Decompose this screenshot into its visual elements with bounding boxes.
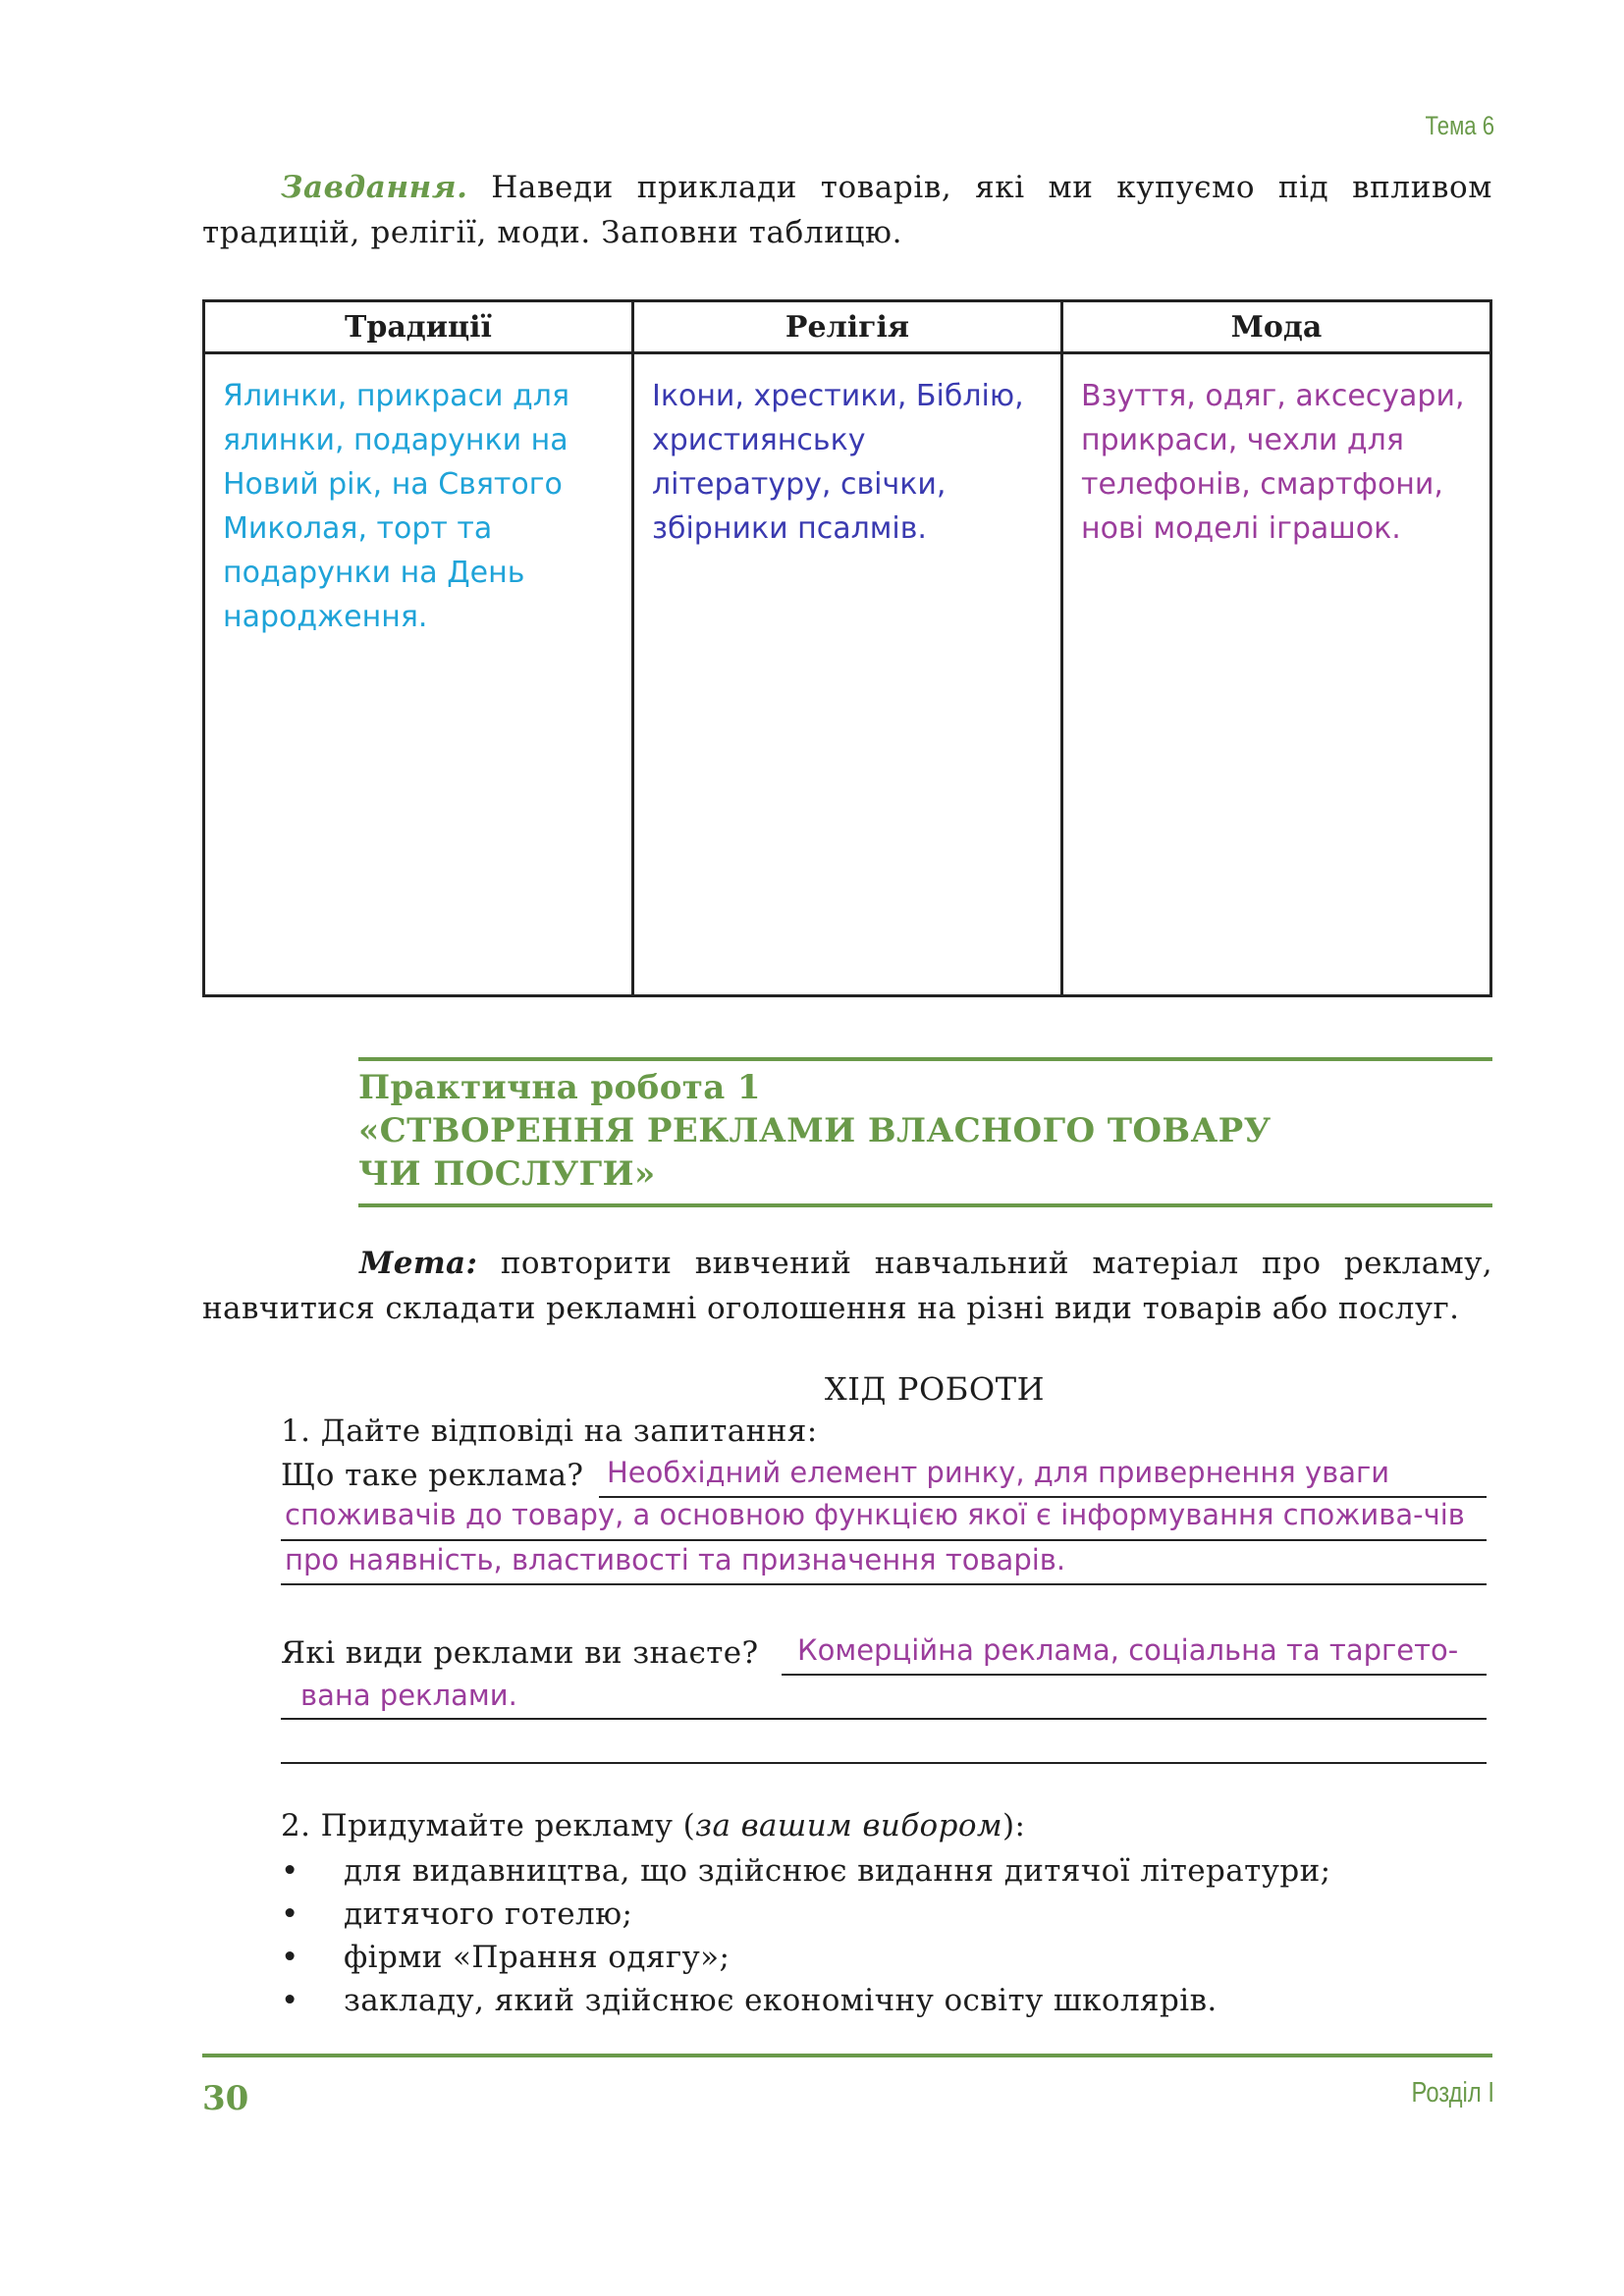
list-item: • для видавництва, що здійснює видання дитячої літератури; xyxy=(281,1849,1330,1893)
answer-1-line-3: про наявність, властивості та призначення товарів. xyxy=(285,1543,1066,1576)
title-bottom-rule xyxy=(358,1203,1492,1207)
footer-rule xyxy=(202,2054,1492,2057)
goods-table xyxy=(202,299,1492,997)
answer-1-line-1: Необхідний елемент ринку, для привернення уваги xyxy=(607,1456,1390,1489)
title-top-rule xyxy=(358,1057,1492,1061)
question-what-is-ad: Що таке реклама? xyxy=(281,1458,584,1493)
answer-line xyxy=(281,1762,1487,1764)
goal-paragraph xyxy=(202,1241,1492,1331)
list-item: • фірми «Прання одягу»; xyxy=(281,1936,1330,1979)
practical-work-title xyxy=(358,1066,1272,1196)
ad-options-list xyxy=(281,1849,1330,2022)
goal-label: Мета: xyxy=(359,1246,478,1281)
answer-1-line-2: споживачів до товару, а основною функцією якої є інформування спожива-чів xyxy=(285,1498,1465,1531)
task-2-line xyxy=(281,1808,1025,1843)
table-row xyxy=(204,353,1491,996)
answer-line xyxy=(281,1583,1487,1585)
procedure-heading-text: ХІД РОБОТИ xyxy=(824,1370,1046,1408)
answer-2-line-2: вана реклами. xyxy=(300,1679,517,1712)
answer-line xyxy=(782,1674,1487,1676)
column-header-traditions: Традиції xyxy=(204,301,633,353)
topic-label: Тема 6 xyxy=(1425,111,1494,140)
task-label: Завдання. xyxy=(281,170,468,205)
task-2-italic: за вашим вибором xyxy=(695,1808,1003,1843)
goal-text: повторити вивчений навчальний матеріал про рекламу, навчитися складати рекламні оголошення на різні види товарів або послуг. xyxy=(202,1246,1492,1326)
answer-2-line-1: Комерційна реклама, соціальна та таргето- xyxy=(797,1633,1459,1667)
cell-religion: Ікони, хрестики, Біблію, християнську літературу, свічки, збірники псалмів. xyxy=(633,353,1062,996)
page-number: 30 xyxy=(202,2079,249,2118)
task-paragraph xyxy=(202,165,1492,255)
task-2-suffix: ): xyxy=(1002,1808,1026,1843)
table-header-row xyxy=(204,301,1491,353)
cell-traditions: Ялинки, прикраси для ялинки, подарунки на Новий рік, на Святого Миколая, торт та подарунки на День народження. xyxy=(204,353,633,996)
task-text: Наведи приклади товарів, які ми купуємо під впливом традицій, релігії, моди. Заповни таблицю. xyxy=(202,170,1492,250)
answer-line xyxy=(281,1718,1487,1720)
column-header-fashion: Мода xyxy=(1062,301,1491,353)
cell-fashion: Взуття, одяг, аксесуари, прикраси, чехли для телефонів, смартфони, нові моделі іграшок. xyxy=(1062,353,1491,996)
questions-intro: 1. Дайте відповіді на запитання: xyxy=(281,1414,818,1449)
section-label: Розділ І xyxy=(1411,2077,1494,2109)
question-ad-types: Які види реклами ви знаєте? xyxy=(281,1635,759,1671)
list-item: • закладу, який здійснює економічну освіту школярів. xyxy=(281,1979,1330,2022)
practical-work-number: Практична робота 1 xyxy=(358,1068,761,1107)
procedure-heading xyxy=(0,1370,1624,1408)
practical-work-name-line2: ЧИ ПОСЛУГИ» xyxy=(358,1154,656,1194)
column-header-religion: Релігія xyxy=(633,301,1062,353)
answer-line xyxy=(281,1539,1487,1541)
practical-work-name-line1: «СТВОРЕННЯ РЕКЛАМИ ВЛАСНОГО ТОВАРУ xyxy=(358,1111,1272,1150)
list-item: • дитячого готелю; xyxy=(281,1893,1330,1936)
task-2-prefix: 2. Придумайте рекламу ( xyxy=(281,1808,696,1843)
